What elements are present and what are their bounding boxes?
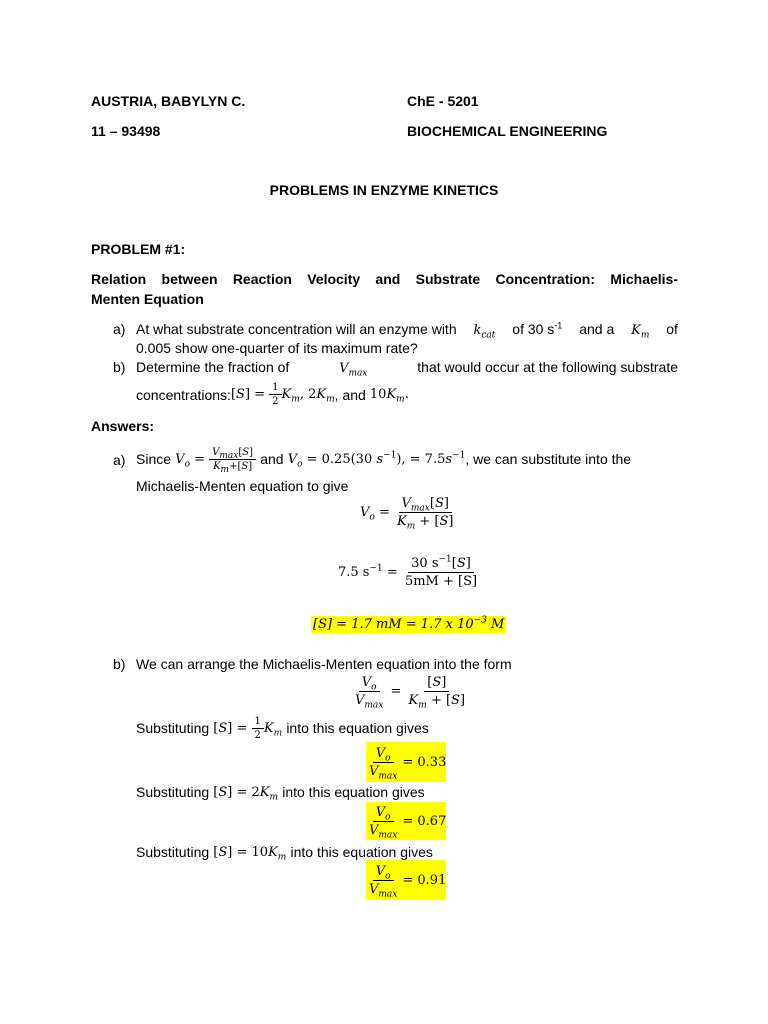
mm-equation: $V_o$ = $\frac{V_{max}[S]}{K_m + [S]}$ xyxy=(360,496,454,532)
problem-heading: PROBLEM #1: xyxy=(91,241,186,257)
vmax-symbol: $V_{max}$ xyxy=(339,361,368,379)
question-b-text-post: that would occur at the following substrate xyxy=(417,359,678,375)
substituted-numerator: 30 $s^{-1}[S]$ xyxy=(408,556,474,573)
substitution-2-expression: $[S] = 2K_m$ xyxy=(209,784,279,803)
substituted-equation xyxy=(338,556,480,589)
question-a-of: of xyxy=(666,321,678,337)
substitution-2-label: Substituting xyxy=(136,784,210,800)
concentration-list: [S] = $\frac{1}{2}$ $K_m$, $2K_m$ xyxy=(230,382,335,407)
course-name: BIOCHEMICAL ENGINEERING xyxy=(407,123,608,139)
page-title: PROBLEMS IN ENZYME KINETICS xyxy=(269,182,499,198)
question-a-line1 xyxy=(136,320,678,341)
answer-a-since: Since xyxy=(136,451,172,467)
result-value-2: $\frac{V_o}{V_{max}}$ = 0.67 xyxy=(366,802,446,840)
question-b-line2 xyxy=(136,382,409,407)
answer-b-marker: b) xyxy=(113,656,126,672)
question-a-rate: of 30 $s^{-1}$ xyxy=(512,320,563,337)
vo-value-inline: $V_o = 0.25(30$ $s^{-1}$), = $7.5s^{-1}$ xyxy=(287,450,466,470)
answer-b-line1: We can arrange the Michaelis-Menten equation into the form xyxy=(136,656,512,672)
substitution-2-post: into this equation gives xyxy=(282,784,425,800)
answer-a-and: and xyxy=(260,451,284,467)
substitution-3-expression: $[S] = 10K_m$ xyxy=(209,844,287,863)
substitution-2-line xyxy=(136,782,425,802)
answer-a-marker: a) xyxy=(113,452,126,468)
question-b-line1 xyxy=(136,359,678,379)
student-id: 11 – 93498 xyxy=(91,123,161,139)
course-code: ChE - 5201 xyxy=(407,93,479,109)
question-b-and: , and xyxy=(334,386,366,403)
substituted-denominator: 5mM + [S] xyxy=(404,574,478,589)
answer-a-rest: , we can substitute into the xyxy=(465,451,632,467)
concentration-10km: $10K_m$. xyxy=(365,387,409,405)
question-b-concentrations-label: concentrations: xyxy=(136,386,231,403)
question-a-and: and a xyxy=(579,321,615,337)
question-b-text-pre: Determine the fraction of xyxy=(136,359,290,375)
substitution-3-post: into this equation gives xyxy=(290,844,433,860)
substituted-lhs: 7.5 $s^{-1}$ = xyxy=(338,563,402,580)
answer-a-line1 xyxy=(136,444,631,474)
question-a-text-pre: At what substrate concentration will an enzyme with xyxy=(136,321,457,337)
question-b-marker: b) xyxy=(113,359,126,375)
substitution-1-expression: [S] = $\frac{1}{2}$ $K_m$ xyxy=(209,715,283,741)
problem-subheading-line2: Menten Equation xyxy=(91,291,204,307)
problem-subheading-line1: Relation between Reaction Velocity and Substrate Concentration: Michaelis- xyxy=(91,271,678,287)
answers-heading: Answers: xyxy=(91,418,155,434)
question-a-line2: 0.005 show one-quarter of its maximum rate? xyxy=(136,340,418,356)
substitution-3-line xyxy=(136,842,433,862)
km-symbol: $K_m$ xyxy=(631,323,650,341)
substitution-3-label: Substituting xyxy=(136,844,210,860)
substitution-1-label: Substituting xyxy=(136,720,210,736)
kcat-symbol: $k_{cat}$ xyxy=(473,323,496,341)
mm-equation-inline: $V_o$ = $\frac{V_{max}[S]}{K_m+[S]}$ xyxy=(171,447,260,472)
question-a-marker: a) xyxy=(113,321,126,337)
result-value-3: $\frac{V_o}{V_{max}}$ = 0.91 xyxy=(366,860,446,900)
answer-a-result: [S] = 1.7 mM = 1.7 x $10^{-3}$ M xyxy=(313,615,505,632)
substitution-1-line xyxy=(136,716,429,740)
substitution-1-post: into this equation gives xyxy=(286,720,429,736)
result-value-1: $\frac{V_o}{V_{max}}$ = 0.33 xyxy=(366,742,446,782)
fraction-form-equation: $\frac{V_o}{V_{max}}$ = $\frac{[S]}{K_m + [S]}$ xyxy=(355,675,466,711)
student-name: AUSTRIA, BABYLYN C. xyxy=(91,93,246,109)
answer-a-line2: Michaelis-Menten equation to give xyxy=(136,478,349,494)
